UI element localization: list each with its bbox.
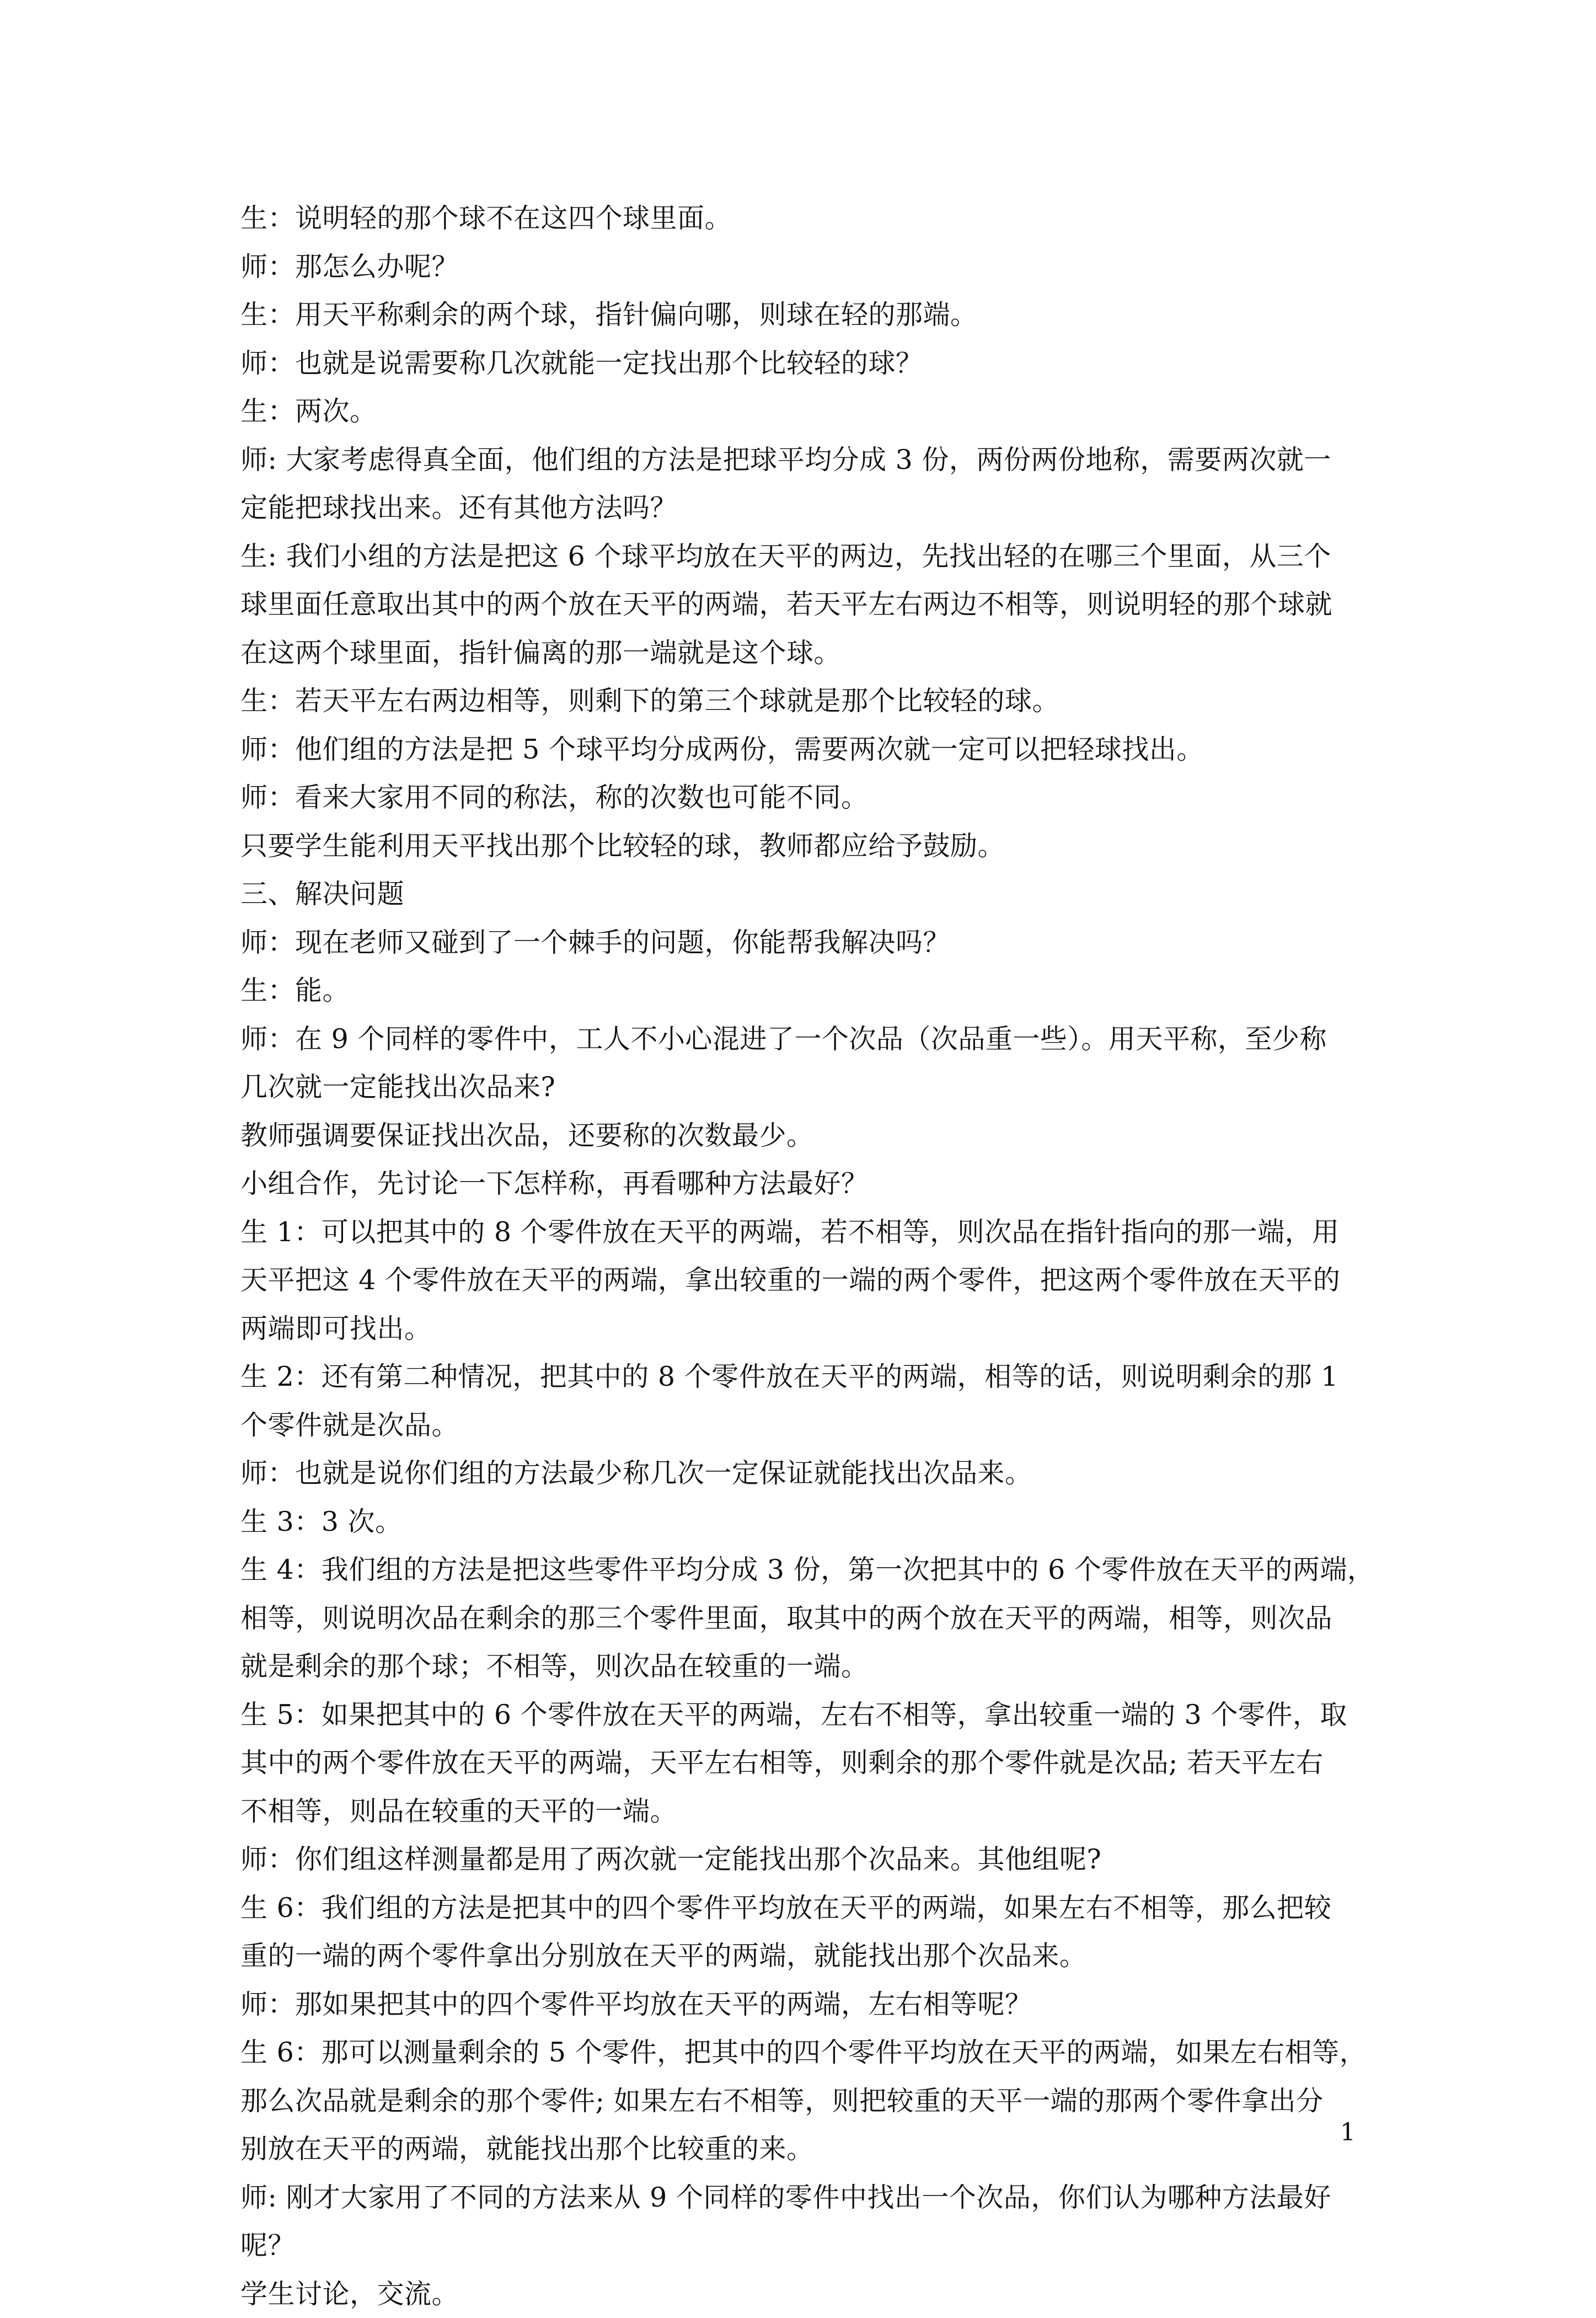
text-line: 不相等，则品在较重的天平的一端。 [240,1787,1371,1836]
text-line: 师: 大家考虑得真全面，他们组的方法是把球平均分成 3 份，两份两份地称，需要两次就一 [240,436,1371,484]
text-line: 生：若天平左右两边相等，则剩下的第三个球就是那个比较轻的球。 [240,677,1371,725]
text-line: 师：他们组的方法是把 5 个球平均分成两份，需要两次就一定可以把轻球找出。 [240,725,1371,774]
text-line: 就是剩余的那个球；不相等，则次品在较重的一端。 [240,1642,1371,1691]
text-line: 三、解决问题 [240,870,1371,918]
text-line: 在这两个球里面，指针偏离的那一端就是这个球。 [240,629,1371,677]
text-line: 小组合作，先讨论一下怎样称，再看哪种方法最好？ [240,1160,1371,1208]
text-line: 师：也就是说你们组的方法最少称几次一定保证就能找出次品来。 [240,1449,1371,1498]
text-line: 生 3：3 次。 [240,1498,1371,1546]
text-line: 生 1：可以把其中的 8 个零件放在天平的两端，若不相等，则次品在指针指向的那一端，用 [240,1208,1371,1257]
text-line: 只要学生能利用天平找出那个比较轻的球，教师都应给予鼓励。 [240,822,1371,870]
text-line: 两端即可找出。 [240,1305,1371,1353]
text-line: 呢？ [240,2221,1371,2270]
text-line: 教师强调要保证找出次品，还要称的次数最少。 [240,1112,1371,1160]
text-line: 师：你们组这样测量都是用了两次就一定能找出那个次品来。其他组呢? [240,1835,1371,1884]
page-number: 1 [1340,2116,1356,2149]
text-line: 师：看来大家用不同的称法，称的次数也可能不同。 [240,773,1371,822]
text-line: 生 5：如果把其中的 6 个零件放在天平的两端，左右不相等，拿出较重一端的 3 个零件，取 [240,1691,1371,1739]
text-line: 相等，则说明次品在剩余的那三个零件里面，取其中的两个放在天平的两端，相等，则次品 [240,1594,1371,1643]
text-line: 生：能。 [240,966,1371,1015]
text-line: 师：在 9 个同样的零件中，工人不小心混进了一个次品（次品重一些）。用天平称，至少称 [240,1015,1371,1064]
text-line: 生: 我们小组的方法是把这 6 个球平均放在天平的两边，先找出轻的在哪三个里面，从三个 [240,532,1371,581]
text-line: 球里面任意取出其中的两个放在天平的两端，若天平左右两边不相等，则说明轻的那个球就 [240,580,1371,629]
text-line: 天平把这 4 个零件放在天平的两端，拿出较重的一端的两个零件，把这两个零件放在天平的 [240,1256,1371,1305]
text-line: 师：现在老师又碰到了一个棘手的问题，你能帮我解决吗？ [240,918,1371,967]
text-line: 生 4：我们组的方法是把这些零件平均分成 3 份，第一次把其中的 6 个零件放在天平的两端， [240,1546,1371,1594]
text-line: 定能把球找出来。还有其他方法吗？ [240,484,1371,532]
text-line: 师：也就是说需要称几次就能一定找出那个比较轻的球？ [240,339,1371,388]
text-line: 生：两次。 [240,387,1371,436]
text-line: 师：那怎么办呢？ [240,243,1371,291]
document-body [240,194,1371,2318]
text-line: 个零件就是次品。 [240,1401,1371,1450]
text-line: 生 6：我们组的方法是把其中的四个零件平均放在天平的两端，如果左右不相等，那么把较 [240,1884,1371,1932]
text-line: 师: 刚才大家用了不同的方法来从 9 个同样的零件中找出一个次品，你们认为哪种方法最好 [240,2173,1371,2222]
text-line: 别放在天平的两端，就能找出那个比较重的来。 [240,2125,1371,2173]
text-line: 重的一端的两个零件拿出分别放在天平的两端，就能找出那个次品来。 [240,1932,1371,1980]
text-line: 几次就一定能找出次品来? [240,1063,1371,1112]
text-line: 生：用天平称剩余的两个球，指针偏向哪，则球在轻的那端。 [240,291,1371,339]
text-line: 学生讨论，交流。 [240,2270,1371,2318]
text-line: 那么次品就是剩余的那个零件; 如果左右不相等，则把较重的天平一端的那两个零件拿出分 [240,2077,1371,2125]
text-line: 师：那如果把其中的四个零件平均放在天平的两端，左右相等呢？ [240,1980,1371,2029]
text-line: 其中的两个零件放在天平的两端，天平左右相等，则剩余的那个零件就是次品; 若天平左右 [240,1739,1371,1787]
text-line: 生 2：还有第二种情况，把其中的 8 个零件放在天平的两端，相等的话，则说明剩余的那 1 [240,1353,1371,1401]
text-line: 生：说明轻的那个球不在这四个球里面。 [240,194,1371,243]
text-line: 生 6：那可以测量剩余的 5 个零件，把其中的四个零件平均放在天平的两端，如果左右相等， [240,2028,1371,2077]
